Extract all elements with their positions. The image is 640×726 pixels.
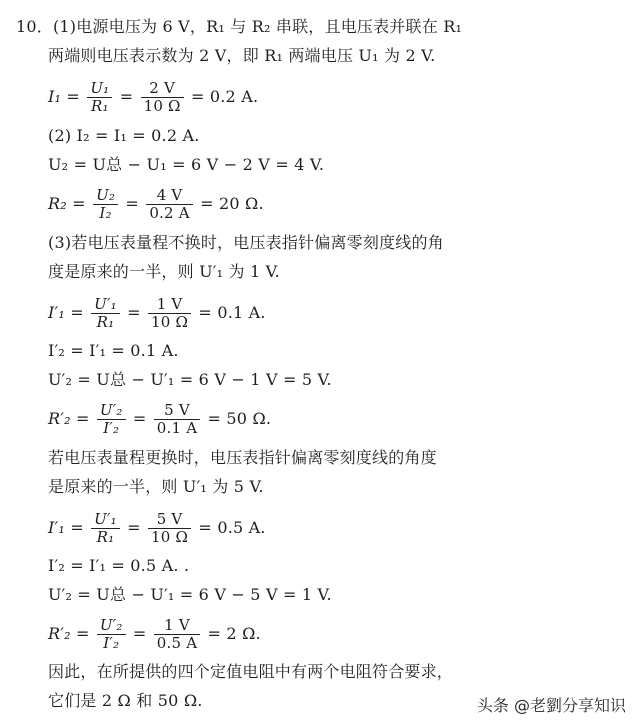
text-line: U₂ = U总 − U₁ = 6 V − 2 V = 4 V. xyxy=(48,155,325,174)
text-line: 它们是 2 Ω 和 50 Ω. xyxy=(48,691,203,710)
equation-i1-prime xyxy=(48,296,266,331)
fraction xyxy=(87,80,112,115)
text-line: 两端则电压表示数为 2 V，即 R₁ 两端电压 U₁ 为 2 V. xyxy=(48,46,436,65)
eq-result: = 50 Ω. xyxy=(207,409,272,428)
numerator: 5 V xyxy=(148,511,191,529)
fraction xyxy=(148,511,191,546)
text-line: 10．(1)电源电压为 6 V，R₁ 与 R₂ 串联，且电压表并联在 R₁ xyxy=(16,17,463,36)
denominator: 0.5 A xyxy=(156,634,198,652)
denominator: 0.2 A xyxy=(149,204,190,222)
eq-result: = 0.2 A. xyxy=(190,87,259,106)
text-line: 是原来的一半，则 U′₁ 为 5 V. xyxy=(48,477,264,496)
numerator: U′₁ xyxy=(91,511,120,529)
text-line: 因此，在所提供的四个定值电阻中有两个电阻符合要求， xyxy=(48,662,454,681)
fraction xyxy=(148,296,191,331)
denominator: I′₂ xyxy=(103,634,120,652)
text-line: I′₂ = I′₁ = 0.1 A. xyxy=(48,341,179,360)
eq-equals: = xyxy=(119,87,134,106)
numerator: U′₂ xyxy=(97,617,126,635)
eq-result: = 20 Ω. xyxy=(200,194,264,213)
numerator: U₂ xyxy=(93,187,118,205)
equation-i1-prime-2 xyxy=(48,511,266,546)
denominator: I′₂ xyxy=(103,419,120,437)
eq-lhs: R₂ = xyxy=(48,194,86,213)
text-line: 度是原来的一半，则 U′₁ 为 1 V. xyxy=(48,262,280,281)
fraction xyxy=(97,402,126,437)
equation-r2 xyxy=(48,187,264,222)
eq-equals: = xyxy=(127,518,141,537)
denominator: 10 Ω xyxy=(151,313,189,331)
numerator: 1 V xyxy=(148,296,191,314)
denominator: R₁ xyxy=(96,313,115,331)
numerator: U₁ xyxy=(87,80,112,98)
eq-lhs: R′₂ = xyxy=(48,409,90,428)
watermark: 头条 @老劉分享知识 xyxy=(476,696,626,715)
equation-r2-prime xyxy=(48,402,271,437)
fraction xyxy=(97,617,126,652)
eq-equals: = xyxy=(132,409,147,428)
text-line: (2) I₂ = I₁ = 0.2 A. xyxy=(48,126,200,145)
eq-equals: = xyxy=(125,194,140,213)
eq-equals: = xyxy=(132,624,147,643)
fraction xyxy=(93,187,118,222)
eq-equals: = xyxy=(127,303,141,322)
numerator: U′₂ xyxy=(97,402,126,420)
denominator: I₂ xyxy=(99,204,112,222)
text-line: (3)若电压表量程不换时，电压表指针偏离零刻度线的角 xyxy=(48,233,444,252)
equation-r2-prime-2 xyxy=(48,617,261,652)
numerator: 4 V xyxy=(146,187,192,205)
fraction xyxy=(154,402,200,437)
eq-lhs: I₁ = xyxy=(48,87,81,106)
fraction xyxy=(91,511,120,546)
text-line: I′₂ = I′₁ = 0.5 A. . xyxy=(48,556,190,575)
text-line: U′₂ = U总 − U′₁ = 6 V − 1 V = 5 V. xyxy=(48,370,332,389)
fraction xyxy=(91,296,120,331)
eq-result: = 0.1 A. xyxy=(198,303,266,322)
numerator: U′₁ xyxy=(91,296,120,314)
text-line: 若电压表量程更换时，电压表指针偏离零刻度线的角度 xyxy=(48,448,437,467)
denominator: 0.1 A xyxy=(156,419,198,437)
fraction xyxy=(141,80,184,115)
equation-i1 xyxy=(48,80,258,115)
fraction xyxy=(154,617,200,652)
eq-lhs: I′₁ = xyxy=(48,303,84,322)
denominator: 10 Ω xyxy=(151,528,189,546)
numerator: 1 V xyxy=(154,617,200,635)
eq-result: = 0.5 A. xyxy=(198,518,266,537)
eq-result: = 2 Ω. xyxy=(207,624,261,643)
eq-lhs: I′₁ = xyxy=(48,518,84,537)
numerator: 5 V xyxy=(154,402,200,420)
fraction xyxy=(146,187,192,222)
numerator: 2 V xyxy=(141,80,184,98)
denominator: R₁ xyxy=(96,528,115,546)
eq-lhs: R′₂ = xyxy=(48,624,90,643)
denominator: 10 Ω xyxy=(143,97,181,115)
denominator: R₁ xyxy=(91,97,109,115)
text-line: U′₂ = U总 − U′₁ = 6 V − 5 V = 1 V. xyxy=(48,585,332,604)
